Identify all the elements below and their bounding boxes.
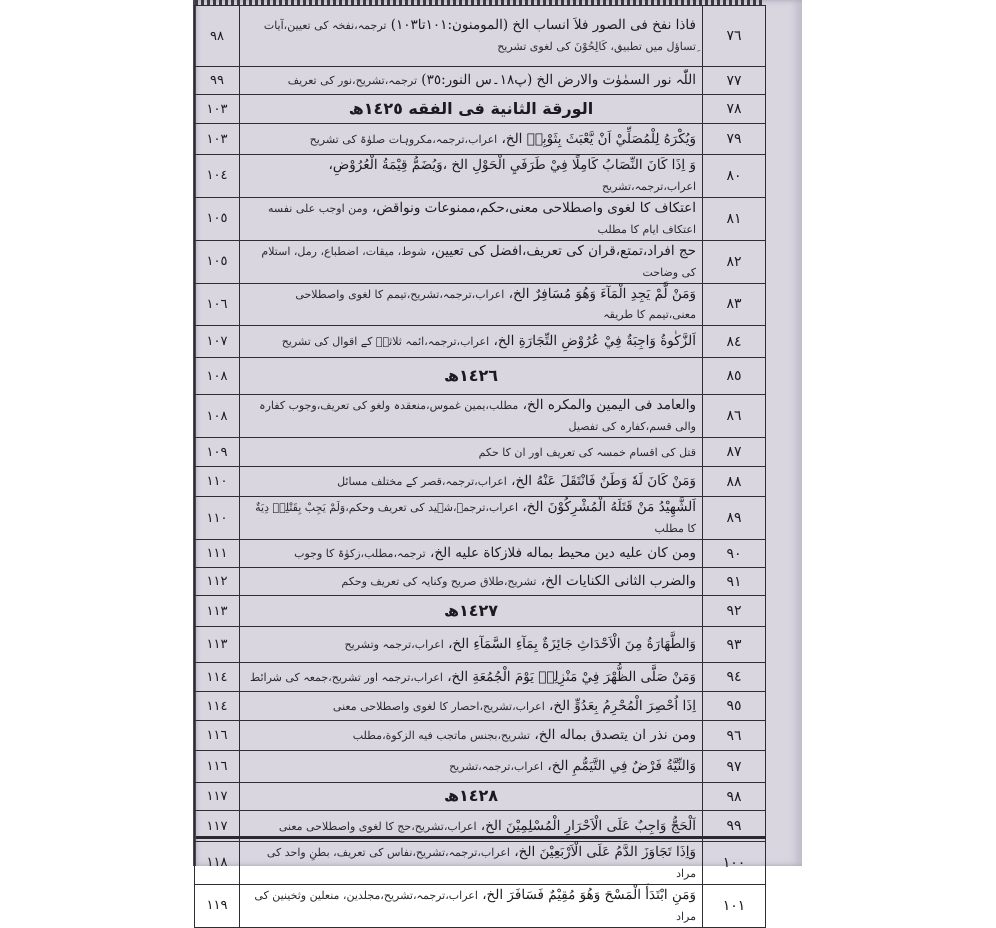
toc-section-header-row <box>195 358 766 395</box>
page-number: ١٠٧ <box>195 326 240 358</box>
topic-arabic-text: اعتکاف کا لغوی واصطلاحی معنی،حکم،ممنوعات ونواقض، <box>367 199 696 216</box>
toc-row <box>195 283 766 326</box>
topic-urdu-description: اعراب،ترجمہ،مکروہات صلوٰۃ کی تشریح <box>309 132 498 146</box>
toc-row <box>195 438 766 467</box>
page-number: ١١٣ <box>195 627 240 663</box>
serial-number: ٩٣ <box>703 627 766 663</box>
topic-cell <box>240 721 703 751</box>
page-number: ١٠٣ <box>195 95 240 124</box>
page-number: ١١٤ <box>195 663 240 692</box>
topic-arabic-text: وَاِذَا تَجَاوَزَ الدَّمُ عَلَى الْاَرْبَعِيْنَ الخ، <box>509 844 696 861</box>
toc-row <box>195 721 766 751</box>
serial-number: ٨٦ <box>703 395 766 438</box>
topic-cell <box>240 692 703 721</box>
serial-number: ٨٨ <box>703 467 766 497</box>
topic-arabic-text: والعامد فی اليمين والمكره الخ، <box>518 397 696 414</box>
toc-row <box>195 627 766 663</box>
topic-urdu-description: مطلب،یمین غموس،منعقدہ ولغو کی تعریف،وجوب کفارہ والی قسم،کفارہ کی تفصیل <box>259 399 696 434</box>
toc-section-header-row <box>195 596 766 627</box>
topic-cell <box>240 783 703 811</box>
scanned-page <box>193 0 802 923</box>
page-number: ١٠٣ <box>195 124 240 155</box>
topic-urdu-description: اعراب،ترجمہ وتشریح <box>344 638 444 652</box>
serial-number: ٩٦ <box>703 721 766 751</box>
topic-urdu-description: شوط، میقات، اضطباع، رمل، استلام کی وضاحت <box>261 244 696 279</box>
topic-urdu-description: اعراب،ترجمہ،تشریح <box>601 179 696 193</box>
toc-row <box>195 467 766 497</box>
page-number: ١٠٩ <box>195 438 240 467</box>
page-number: ١١٩ <box>195 884 240 927</box>
page-number: ١٠٨ <box>195 358 240 395</box>
serial-number: ٨٤ <box>703 326 766 358</box>
serial-number: ١٠١ <box>703 884 766 927</box>
topic-arabic-text: ١٤٢٨ھ <box>443 786 499 806</box>
topic-cell <box>240 6 703 67</box>
page-number: ١٠٥ <box>195 240 240 283</box>
toc-row <box>195 197 766 240</box>
topic-urdu-description: تشریح،بجنس ماتجب فيه الزكوة،مطلب <box>352 729 531 743</box>
toc-row <box>195 751 766 783</box>
page-number: ٩٩ <box>195 67 240 95</box>
topic-cell <box>240 438 703 467</box>
page-number: ١١٦ <box>195 751 240 783</box>
toc-row <box>195 326 766 358</box>
topic-arabic-text: اَلْحَجُّ وَاجِبٌ عَلَى الْاَحْرَارِ الْمُسْلِمِيْنَ الخ، <box>476 817 696 834</box>
toc-row <box>195 842 766 885</box>
topic-arabic-text: وَمَنْ كَانَ لَهٗ وَطَنٌ فَانْتَقَلَ عَنْهُ الخ، <box>506 473 696 490</box>
topic-urdu-description: قتل کی اقسام خمسہ کی تعریف اور ان کا حکم <box>478 445 696 459</box>
page-number: ١٠٤ <box>195 155 240 198</box>
topic-cell <box>240 467 703 497</box>
serial-number: ٨٠ <box>703 155 766 198</box>
topic-arabic-text: اِذَا اُحْصِرَ الْمُحْرِمُ بِعَدُوٍّ الخ، <box>544 697 696 714</box>
topic-urdu-description: اعراب،ترجمہ،تشریح،مجلدین، منعلین وثخینین کی مراد <box>254 888 696 923</box>
serial-number: ٧٦ <box>703 6 766 67</box>
serial-number: ٩٧ <box>703 751 766 783</box>
toc-row <box>195 884 766 927</box>
serial-number: ٨٣ <box>703 283 766 326</box>
topic-arabic-text: وَمَنْ لَّمْ يَجِدِ الْمَآءَ وَهُوَ مُسَافِرٌ الخ، <box>504 285 696 302</box>
topic-urdu-description: اعراب،ترجمہ،تشریح،نفاس کی تعریف، بطنِ واحد کی مراد <box>266 846 696 880</box>
table-of-contents <box>194 5 766 928</box>
toc-section-header-row <box>195 783 766 811</box>
toc-row <box>195 67 766 95</box>
topic-arabic-text: وَمَنْ صَلَّى الظُّهْرَ فِيْ مَنْزِلِهٖ يَوْمَ الْجُمُعَةِ الخ، <box>442 668 696 685</box>
topic-arabic-text: حج افراد،تمتع،قران کی تعریف،افضل کی تعیین، <box>426 242 696 259</box>
topic-urdu-description: ترجمہ،نفخہ کی تعیین،آیات ِتساؤل میں تطبیق، کَالِحُوْنَ کی لغوی تشریح <box>263 19 696 53</box>
page-number: ١١١ <box>195 540 240 568</box>
topic-arabic-text: ومن كان عليه دين محيط بماله فلازكاة عليه الخ، <box>425 545 696 562</box>
topic-urdu-description: اعراب،ترجمہ،شہید کی تعریف وحکم،وَلَمْ يَجِبْ بِقَتْلِهٖ دِيَةٌ کا مطلب <box>255 501 696 536</box>
topic-urdu-description: اعراب،ترجمہ،تشریح <box>449 760 544 774</box>
page-number: ١١٣ <box>195 596 240 627</box>
toc-row <box>195 540 766 568</box>
toc-row <box>195 497 766 540</box>
topic-cell <box>240 124 703 155</box>
topic-arabic-text: وَيُكْرَهُ لِلْمُصَلِّيْ اَنْ يَّعْبَثَ بِثَوْبِهٖ الخ، <box>497 130 696 147</box>
serial-number: ٩٨ <box>703 783 766 811</box>
topic-arabic-text: ومن نذر ان يتصدق بماله الخ، <box>530 727 696 744</box>
topic-urdu-description: اعراب،ترجمہ،تشریح،تیمم کا لغوی واصطلاحی معنی،تیمم کا طریقہ <box>295 287 696 322</box>
bottom-rule-divider <box>196 836 766 839</box>
topic-cell <box>240 395 703 438</box>
topic-arabic-text: وَمَنِ ابْتَدَأَ الْمَسْحَ وَهُوَ مُقِيْمٌ فَسَافَرَ الخ، <box>477 886 696 903</box>
page-number: ١٠٨ <box>195 395 240 438</box>
topic-arabic-text: اَلشَّهِيْدُ مَنْ قَتَلَهُ الْمُشْرِكُوْنَ الخ، <box>518 499 696 516</box>
serial-number: ٩٤ <box>703 663 766 692</box>
page-number: ١١٨ <box>195 842 240 885</box>
toc-row <box>195 692 766 721</box>
topic-urdu-description: اعراب،تشریح،حج کا لغوی واصطلاحی معنی <box>278 819 477 833</box>
topic-urdu-description: اعراب،ترجمہ،ائمہ ثلاثہؒ کے اقوال کی تشریح <box>281 335 490 349</box>
serial-number: ٩٢ <box>703 596 766 627</box>
page-number: ١١٤ <box>195 692 240 721</box>
topic-arabic-text: وَالطَّهَارَةُ مِنَ الْاَحْدَاثِ جَائِزَةٌ بِمَآءِ السَّمَآءِ الخ، <box>443 636 696 653</box>
toc-row <box>195 124 766 155</box>
topic-arabic-text: الورقة الثانية فی الفقه ١٤٢٥ھ <box>348 98 594 118</box>
topic-cell <box>240 197 703 240</box>
serial-number: ٨٢ <box>703 240 766 283</box>
topic-arabic-text: ١٤٢٦ھ <box>443 365 499 385</box>
topic-cell <box>240 326 703 358</box>
page-number: ١١٧ <box>195 811 240 842</box>
topic-cell <box>240 240 703 283</box>
topic-cell <box>240 884 703 927</box>
topic-cell <box>240 751 703 783</box>
topic-cell <box>240 627 703 663</box>
topic-arabic-text: اَلزَّكٰوةُ وَاجِبَةٌ فِيْ عُرُوْضِ التِّجَارَةِ الخ، <box>489 333 696 350</box>
serial-number: ٩٥ <box>703 692 766 721</box>
topic-urdu-description: تشریح،طلاق صریح وکنایہ کی تعریف وحکم <box>341 575 537 589</box>
toc-section-header-row <box>195 95 766 124</box>
serial-number: ٩١ <box>703 568 766 596</box>
topic-arabic-text: فاذا نفخ فی الصور فلاَ انساب الخ (المومنون:١٠١تا١٠٣) <box>386 17 696 34</box>
page-number: ١٠٦ <box>195 283 240 326</box>
topic-cell <box>240 568 703 596</box>
serial-number: ٨٧ <box>703 438 766 467</box>
serial-number: ٩٩ <box>703 811 766 842</box>
toc-row <box>195 6 766 67</box>
topic-cell <box>240 596 703 627</box>
page-number: ١١٧ <box>195 783 240 811</box>
topic-cell <box>240 842 703 885</box>
serial-number: ٨٩ <box>703 497 766 540</box>
toc-row <box>195 568 766 596</box>
toc-row <box>195 240 766 283</box>
topic-urdu-description: ترجمہ،تشریح،نور کی تعریف <box>287 74 418 88</box>
serial-number: ٧٧ <box>703 67 766 95</box>
topic-cell <box>240 283 703 326</box>
serial-number: ٨٥ <box>703 358 766 395</box>
toc-row <box>195 155 766 198</box>
toc-row <box>195 663 766 692</box>
serial-number: ٧٨ <box>703 95 766 124</box>
topic-cell <box>240 540 703 568</box>
topic-cell <box>240 67 703 95</box>
topic-urdu-description: اعراب،ترجمہ اور تشریح،جمعہ کی شرائط <box>250 670 443 684</box>
page-number: ٩٨ <box>195 6 240 67</box>
page-number: ١١٢ <box>195 568 240 596</box>
toc-body <box>195 6 766 928</box>
toc-row <box>195 395 766 438</box>
topic-arabic-text: وَالنِّيَّةُ فَرْضٌ فِي التَّيَمُّمِ الخ، <box>543 758 696 775</box>
serial-number: ٩٠ <box>703 540 766 568</box>
page-number: ١١٠ <box>195 497 240 540</box>
topic-urdu-description: ومن اوجب علی نفسه اعتکاف ایام کا مطلب <box>268 201 696 236</box>
page-number: ١١٦ <box>195 721 240 751</box>
topic-arabic-text: ١٤٢٧ھ <box>443 600 499 620</box>
topic-urdu-description: اعراب،ترجمہ،قصر کے مختلف مسائل <box>337 475 507 489</box>
topic-cell <box>240 95 703 124</box>
serial-number: ٨١ <box>703 197 766 240</box>
topic-urdu-description: ترجمہ،مطلب،زکوٰۃ کا وجوب <box>294 547 426 561</box>
topic-urdu-description: اعراب،تشریح،احصار کا لغوی واصطلاحی معنی <box>332 699 545 713</box>
topic-arabic-text: والضرب الثانی الكنايات الخ، <box>536 573 696 590</box>
topic-cell <box>240 155 703 198</box>
topic-cell <box>240 358 703 395</box>
serial-number: ٧٩ <box>703 124 766 155</box>
topic-cell <box>240 663 703 692</box>
serial-number: ١٠٠ <box>703 842 766 885</box>
topic-arabic-text: وَ اِذَا كَانَ النِّصَابُ كَامِلًا فِيْ طَرَفَيِ الْحَوْلِ الخ ،وَيُضَمُّ قِيْمَةُ الْعُرُوْضِ، <box>328 157 696 173</box>
page-number: ١٠٥ <box>195 197 240 240</box>
topic-cell <box>240 497 703 540</box>
page-number: ١١٠ <box>195 467 240 497</box>
topic-arabic-text: اللّٰہ نور السمٰوٰت والارض الخ (پ١٨۔س النور:٣٥) <box>417 72 696 89</box>
